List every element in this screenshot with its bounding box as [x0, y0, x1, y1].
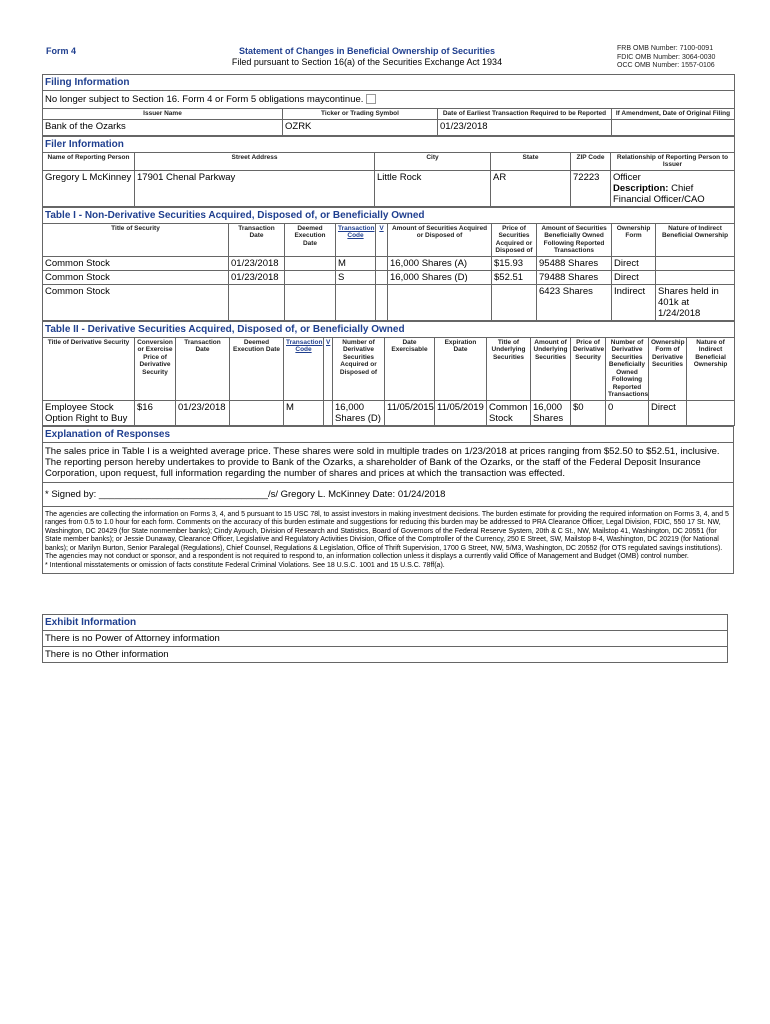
t2-cell-under-amt: 16,000 Shares	[531, 400, 571, 425]
t2-cell-deemed	[230, 400, 284, 425]
t1-col-title: Title of Security	[43, 223, 229, 256]
t1-col-code-link[interactable]: Transaction Code	[338, 224, 375, 239]
t1-col-v-link[interactable]: V	[379, 224, 384, 232]
exhibit-heading: Exhibit Information	[43, 615, 728, 631]
state-label: State	[491, 152, 571, 170]
issuer-name-value: Bank of the Ozarks	[43, 119, 283, 135]
filing-info-heading: Filing Information	[43, 75, 735, 91]
t2-col-owned: Number of Derivative Securities Beneficially Owned Following Reported Transactions	[606, 337, 649, 400]
exhibit-section	[42, 614, 728, 663]
t2-col-exp: Expiration Date	[435, 337, 487, 400]
table-row	[43, 400, 735, 425]
t2-cell-title: Employee Stock Option Right to Buy	[43, 400, 135, 425]
exhibit-other-line: There is no Other information	[43, 647, 728, 663]
explanation-section	[42, 426, 734, 575]
amendment-value	[612, 119, 735, 135]
explanation-heading: Explanation of Responses	[43, 426, 734, 442]
table-row	[43, 256, 735, 270]
city-value: Little Rock	[375, 170, 491, 206]
t2-col-code-link[interactable]: Transaction Code	[286, 338, 323, 353]
t1-cell-tdate	[229, 284, 285, 320]
table-1-non-derivative	[42, 207, 735, 321]
t2-col-conv: Conversion or Exercise Price of Derivative Security	[135, 337, 176, 400]
table-1-heading: Table I - Non-Derivative Securities Acquired, Disposed of, or Beneficially Owned	[43, 207, 735, 223]
ticker-label: Ticker or Trading Symbol	[283, 109, 438, 120]
t1-cell-deemed	[285, 256, 336, 270]
t1-col-tdate: Transaction Date	[229, 223, 285, 256]
table-2-derivative	[42, 321, 735, 426]
t2-col-num: Number of Derivative Securities Acquired or Disposed of	[333, 337, 385, 400]
description-value: Chief Financial Officer/CAO	[613, 182, 705, 205]
form-label: Form 4	[46, 46, 77, 56]
street-label: Street Address	[135, 152, 375, 170]
t1-cell-tdate: 01/23/2018	[229, 270, 285, 284]
t2-cell-num: 16,000 Shares (D)	[333, 400, 385, 425]
t2-col-title: Title of Derivative Security	[43, 337, 135, 400]
no-longer-subject-checkbox[interactable]	[366, 94, 376, 104]
relationship-label: Relationship of Reporting Person to Issuer	[611, 152, 735, 170]
city-label: City	[375, 152, 491, 170]
t2-col-price: Price of Derivative Security	[571, 337, 606, 400]
t1-cell-code: M	[336, 256, 376, 270]
amendment-label: If Amendment, Date of Original Filing	[612, 109, 735, 120]
t2-cell-price: $0	[571, 400, 606, 425]
omb-fdic: FDIC OMB Number: 3064-0030	[617, 53, 716, 61]
filer-information-section	[42, 136, 735, 207]
signature-line: * Signed by: ________________________________/s/ Gregory L. McKinney Date: 01/24/2018	[43, 482, 734, 506]
t1-cell-amount: 16,000 Shares (A)	[388, 256, 492, 270]
relationship-value	[611, 170, 735, 206]
t1-col-price: Price of Securities Acquired or Disposed of	[492, 223, 537, 256]
form-subtitle: Filed pursuant to Section 16(a) of the Securities Exchange Act 1934	[231, 57, 503, 67]
t2-cell-v	[324, 400, 333, 425]
t1-cell-v	[376, 270, 388, 284]
t1-cell-nature	[656, 256, 735, 270]
t2-cell-code: M	[284, 400, 324, 425]
t1-cell-form: Indirect	[612, 284, 656, 320]
criminal-warning: * Intentional misstatements or omission of facts constitute Federal Criminal Violations. See 18 U.S.C. 1001 and 15 U.S.C. 78ff(a).	[45, 561, 445, 569]
date-earliest-label: Date of Earliest Transaction Required to be Reported	[438, 109, 612, 120]
t1-cell-title: Common Stock	[43, 270, 229, 284]
t2-cell-conv: $16	[135, 400, 176, 425]
t1-cell-title: Common Stock	[43, 256, 229, 270]
t1-cell-tdate: 01/23/2018	[229, 256, 285, 270]
t1-cell-price: $15.93	[492, 256, 537, 270]
t1-cell-code	[336, 284, 376, 320]
name-label: Name of Reporting Person	[43, 152, 135, 170]
t1-cell-owned: 95488 Shares	[537, 256, 612, 270]
t1-cell-deemed	[285, 284, 336, 320]
t1-cell-price: $52.51	[492, 270, 537, 284]
description-label: Description:	[613, 182, 669, 194]
t1-col-owned: Amount of Securities Beneficially Owned Following Reported Transactions	[537, 223, 612, 256]
t2-cell-under-title: Common Stock	[487, 400, 531, 425]
relationship-role: Officer	[613, 171, 641, 183]
t1-cell-amount: 16,000 Shares (D)	[388, 270, 492, 284]
filer-info-heading: Filer Information	[43, 136, 735, 152]
filing-information-section	[42, 74, 735, 136]
t1-cell-title: Common Stock	[43, 284, 229, 320]
explanation-text: The sales price in Table I is a weighted average price. These shares were sold in multiple trades on 1/23/2018 at prices ranging from $52.50 to $52.51, inclusive. The reporting person hereby undertakes to provide to Bank of the Ozarks, a shareholder of Bank of the Ozarks, or the staff of the Federal Deposit Insurance Corporation, upon request, full information regarding the number of shares and prices at which the transaction was effected.	[43, 442, 734, 482]
t1-col-form: Ownership Form	[612, 223, 656, 256]
state-value: AR	[491, 170, 571, 206]
form-header	[42, 44, 734, 74]
no-longer-subject-text: No longer subject to Section 16. Form 4 or Form 5 obligations maycontinue.	[45, 94, 364, 105]
t2-cell-nature	[687, 400, 735, 425]
table-row	[43, 284, 735, 320]
omb-occ: OCC OMB Number: 1557-0106	[617, 62, 715, 69]
t1-col-amount: Amount of Securities Acquired or Disposed of	[388, 223, 492, 256]
omb-numbers	[617, 45, 715, 71]
t2-col-exer: Date Exercisable	[385, 337, 435, 400]
t1-cell-nature: Shares held in 401k at 1/24/2018	[656, 284, 735, 320]
t2-cell-exp: 11/05/2019	[435, 400, 487, 425]
form-title: Statement of Changes in Beneficial Ownership of Securities	[238, 46, 496, 56]
street-address-value: 17901 Chenal Parkway	[135, 170, 375, 206]
t2-col-v-link[interactable]: V	[326, 338, 331, 346]
t1-cell-nature	[656, 270, 735, 284]
t2-cell-exer: 11/05/2015	[385, 400, 435, 425]
t2-col-under-amt: Amount of Underlying Securities	[531, 337, 571, 400]
t1-cell-deemed	[285, 270, 336, 284]
t2-cell-form: Direct	[649, 400, 687, 425]
t2-col-under-title: Title of Underlying Securities	[487, 337, 531, 400]
t2-col-deemed: Deemed Execution Date	[230, 337, 284, 400]
t1-cell-v	[376, 284, 388, 320]
t2-cell-tdate: 01/23/2018	[176, 400, 230, 425]
table-row	[43, 270, 735, 284]
ticker-value: OZRK	[283, 119, 438, 135]
t1-cell-code: S	[336, 270, 376, 284]
t1-col-nature: Nature of Indirect Beneficial Ownership	[656, 223, 735, 256]
burden-statement	[43, 506, 734, 574]
burden-text: The agencies are collecting the information on Forms 3, 4, and 5 pursuant to 15 USC 78l, to assist investors in making investment decisions. The burden estimate for providing the required information on Forms 3, 4, and 5 ranges from 0.5 to 1.0 hour for each form. Comments on the accuracy of this burden estimate and suggestions for reducing this burden may be addressed to PRA Clearance Officer, Legal Division, FDIC, 550 17 St. NW, Washington, DC 20429 (for State nonmember banks); Cindy Ayouch, Division of Research and Statistics, Board of Governors of the Federal Reserve System, 20th & C St., NW, Mailstop 41, Washington, DC 20551 (for State member banks); or Jessie Dunaway, Clearance Officer, Legislative and Regulatory Activities Division, Office of the Comptroller of the Currency, 250 E Street, SW, Mailstop 8-4, Washington, DC 20219 (for National banks); or Marilyn Burton, Senior Paralegal (Regulations), Chief Counsel, Regulations & Legislation, Office of Thrift Supervision, 1700 G Street, NW, 5/M3, Washington, DC 20552 (for OTS regulated savings institutions). The agencies may not conduct or sponsor, and a respondent is not required to respond to, an information collection unless it displays a currently valid Office of Management and Budget (OMB) control number.	[45, 510, 729, 560]
t2-cell-owned: 0	[606, 400, 649, 425]
form4-document	[42, 44, 734, 574]
issuer-name-label: Issuer Name	[43, 109, 283, 120]
omb-frb: FRB OMB Number: 7100-0091	[617, 45, 714, 52]
no-longer-subject-row	[43, 91, 735, 109]
t1-cell-v	[376, 256, 388, 270]
t1-cell-amount	[388, 284, 492, 320]
t1-cell-price	[492, 284, 537, 320]
t1-cell-form: Direct	[612, 256, 656, 270]
exhibit-poa-line: There is no Power of Attorney information	[43, 631, 728, 647]
t1-cell-owned: 6423 Shares	[537, 284, 612, 320]
t1-cell-form: Direct	[612, 270, 656, 284]
t2-col-form: Ownership Form of Derivative Securities	[649, 337, 687, 400]
t1-col-deemed: Deemed Execution Date	[285, 223, 336, 256]
zip-value: 72223	[571, 170, 611, 206]
table-2-heading: Table II - Derivative Securities Acquired, Disposed of, or Beneficially Owned	[43, 321, 735, 337]
t2-col-tdate: Transaction Date	[176, 337, 230, 400]
date-earliest-value: 01/23/2018	[438, 119, 612, 135]
t2-col-nature: Nature of Indirect Beneficial Ownership	[687, 337, 735, 400]
t1-cell-owned: 79488 Shares	[537, 270, 612, 284]
zip-label: ZIP Code	[571, 152, 611, 170]
reporting-person-name: Gregory L McKinney	[43, 170, 135, 206]
